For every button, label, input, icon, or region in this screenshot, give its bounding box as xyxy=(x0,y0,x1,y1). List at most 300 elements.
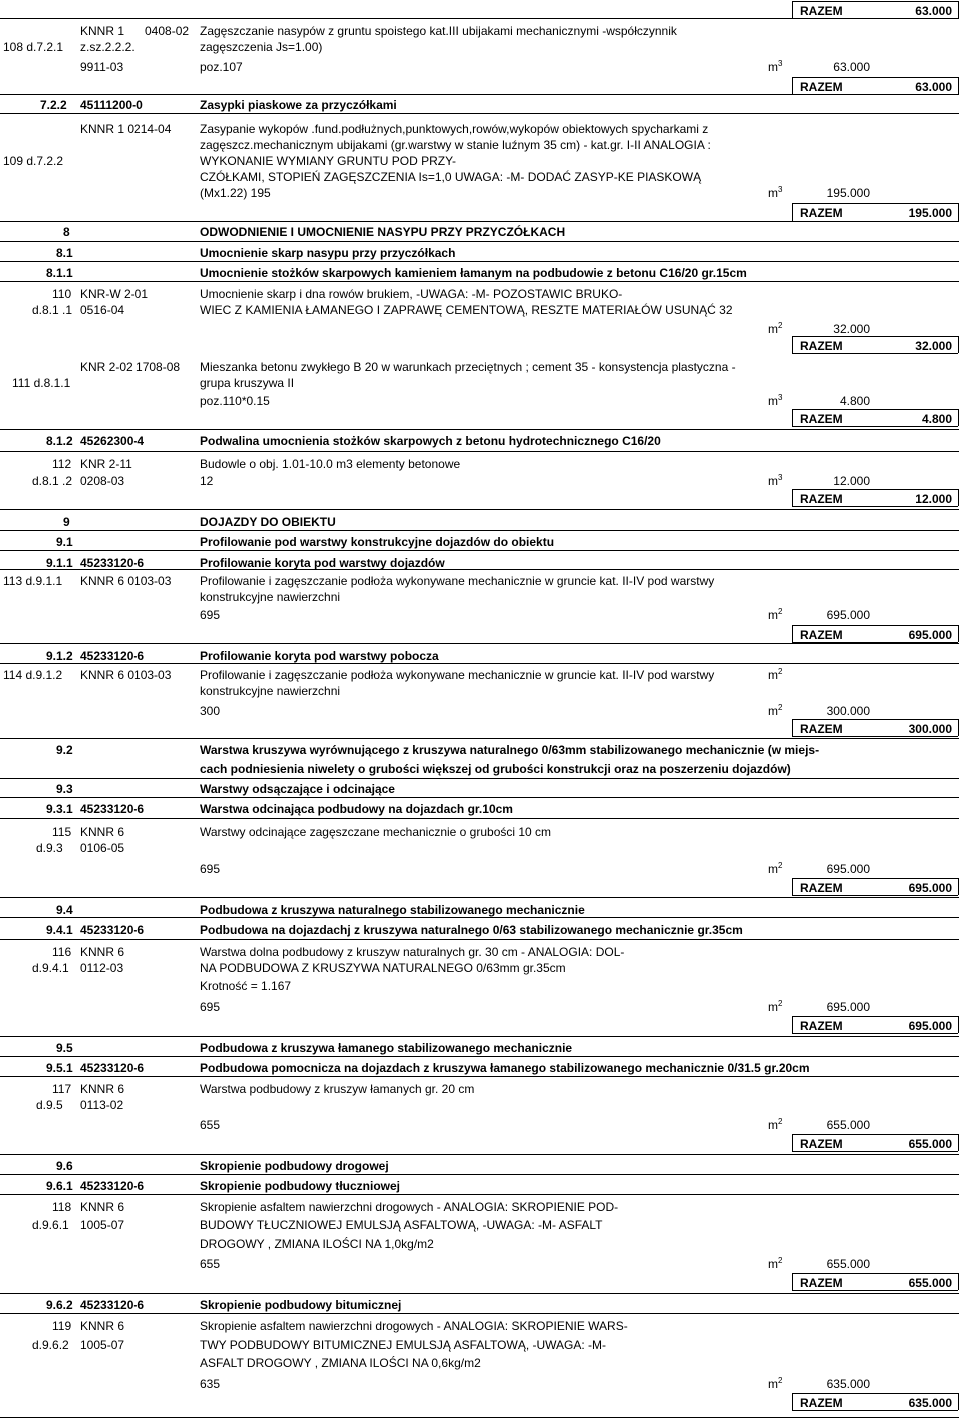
cell-value: 12.000 xyxy=(915,492,952,506)
cell-text xyxy=(915,80,952,94)
cell-value: Warstwa dolna podbudowy z kruszyw naturalnych gr. 30 cm - ANALOGIA: DOL- xyxy=(200,945,625,959)
cell-text xyxy=(52,1319,71,1333)
razem-box-bottom xyxy=(792,1410,958,1411)
row-divider xyxy=(0,1293,959,1294)
razem-box-right xyxy=(958,409,959,426)
cell-text xyxy=(63,225,70,239)
cell-value: KNNR 6 xyxy=(80,825,125,839)
cell-value: 9.6 xyxy=(56,1159,73,1173)
razem-box-top xyxy=(792,719,958,720)
cell-text xyxy=(827,1257,870,1271)
cell-value: 9.2 xyxy=(56,743,73,757)
cell-value: 695 xyxy=(200,608,221,622)
cell-text xyxy=(200,668,714,682)
cell-value: RAZEM xyxy=(800,1276,843,1290)
cell-value: 635.000 xyxy=(908,1396,952,1410)
cell-value: Warstwa podbudowy z kruszyw łamanych gr. 20 cm xyxy=(200,1082,475,1096)
cell-text xyxy=(80,1338,124,1352)
cell-text xyxy=(145,24,189,38)
cell-value: 0113-02 xyxy=(80,1098,124,1112)
cell-value: cach podniesienia niwelety o grubości większej od grubości konstrukcji oraz na poszerzeniu dojazdów) xyxy=(200,762,791,776)
cell-text xyxy=(200,903,585,917)
cell-text xyxy=(46,923,73,937)
cell-value: KNNR 1 xyxy=(80,24,125,38)
cell-text xyxy=(200,154,456,168)
unit-exponent: 2 xyxy=(778,861,783,870)
cell-value: KNR 2-11 xyxy=(80,457,132,471)
cell-value: 9.5.1 xyxy=(46,1061,73,1075)
cell-value: 195.000 xyxy=(908,206,952,220)
cell-value: z.sz.2.2.2. xyxy=(80,40,135,54)
cell-value: Umocnienie skarp i dna rowów brukiem, -UWAGA: -M- POZOSTAWIC BRUKO- xyxy=(200,287,623,301)
razem-box-top xyxy=(792,1,958,2)
razem-box-left xyxy=(792,1273,793,1290)
cell-text xyxy=(46,434,73,448)
razem-box-left xyxy=(792,1,793,18)
cell-value: 108 d.7.2.1 xyxy=(3,40,64,54)
cell-value: ODWODNIENIE I UMOCNIENIE NASYPU PRZY PRZYCZÓŁKACH xyxy=(200,225,566,239)
cell-text xyxy=(80,1179,144,1193)
cell-value: zagęszcz.mechanicznym ubijakami (gr.warstwy w stanie luźnym 35 cm) - kat.gr. I-II ANALOGIA : xyxy=(200,138,711,152)
cell-text xyxy=(56,782,73,796)
cell-text xyxy=(80,474,124,488)
cell-value: 195.000 xyxy=(826,186,870,200)
cell-value: konstrukcyjne nawierzchni xyxy=(200,590,341,604)
razem-box-bottom xyxy=(792,221,958,222)
razem-box-right xyxy=(958,878,959,895)
cell-text xyxy=(12,376,70,390)
cell-value: Profilowanie koryta pod warstwy dojazdów xyxy=(200,556,445,570)
cell-text xyxy=(32,961,69,975)
cell-text xyxy=(80,1319,124,1333)
cell-value: 9.6.2 xyxy=(46,1298,73,1312)
row-divider xyxy=(0,797,959,798)
cell-text xyxy=(56,1159,73,1173)
cell-text xyxy=(915,4,952,18)
cell-text xyxy=(200,574,714,588)
cell-text xyxy=(200,287,622,301)
row-divider xyxy=(0,1036,959,1037)
cell-value: 8.1.2 xyxy=(46,434,73,448)
cell-value: 113 d.9.1.1 xyxy=(3,574,63,588)
cell-text xyxy=(909,1137,952,1151)
cell-value: 45233120-6 xyxy=(80,802,145,816)
cell-text xyxy=(200,762,791,776)
razem-box-right xyxy=(958,77,959,94)
cell-text xyxy=(200,1179,400,1193)
unit-exponent: 2 xyxy=(778,667,783,676)
cell-text xyxy=(40,98,67,112)
cell-text xyxy=(200,782,395,796)
row-divider xyxy=(0,281,959,282)
cell-text xyxy=(827,862,870,876)
row-divider xyxy=(0,1056,959,1057)
cell-value: (Mx1.22) 195 xyxy=(200,186,271,200)
cell-value: RAZEM xyxy=(800,1019,843,1033)
cell-text xyxy=(200,1237,434,1251)
cell-text xyxy=(80,122,171,136)
unit-label xyxy=(768,704,782,718)
unit-label xyxy=(768,322,782,336)
cell-text xyxy=(80,1298,144,1312)
cell-text xyxy=(80,825,124,839)
cell-value: 110 xyxy=(52,287,72,301)
cell-value: KNNR 6 0103-03 xyxy=(80,668,172,682)
cell-value: 300.000 xyxy=(826,704,870,718)
cell-value: 9.1 xyxy=(56,535,73,549)
cell-value: 9.3 xyxy=(56,782,73,796)
cell-value: 45233120-6 xyxy=(80,1298,145,1312)
cell-text xyxy=(200,684,340,698)
cell-text xyxy=(200,961,566,975)
cell-value: 109 d.7.2.2 xyxy=(3,154,64,168)
cell-value: 695.000 xyxy=(908,1019,952,1033)
cell-text xyxy=(833,60,870,74)
cell-value: RAZEM xyxy=(800,492,843,506)
cell-value: m xyxy=(768,186,778,200)
cell-value: Podwalina umocnienia stożków skarpowych z betonu hydrotechnicznego C16/20 xyxy=(200,434,661,448)
cell-value: DOJAZDY DO OBIEKTU xyxy=(200,515,336,529)
cell-text xyxy=(909,881,952,895)
cell-text xyxy=(200,862,220,876)
unit-label xyxy=(768,862,782,876)
row-divider xyxy=(0,241,959,242)
unit-exponent: 2 xyxy=(778,321,783,330)
cell-value: 7.2.2 xyxy=(40,98,67,112)
cell-value: KNNR 1 0214-04 xyxy=(80,122,172,136)
row-divider xyxy=(0,897,959,898)
cell-text xyxy=(46,649,73,663)
razem-box-left xyxy=(792,1134,793,1151)
razem-box-top xyxy=(792,203,958,204)
cell-text xyxy=(200,515,336,529)
row-divider xyxy=(0,261,959,262)
cell-value: 116 xyxy=(52,945,72,959)
cell-value: 9.5 xyxy=(56,1041,73,1055)
razem-label xyxy=(800,628,843,642)
cell-text xyxy=(200,743,819,757)
cell-text xyxy=(80,457,132,471)
row-divider xyxy=(0,818,959,819)
cell-text xyxy=(46,1061,73,1075)
cell-text xyxy=(56,743,73,757)
cell-text xyxy=(200,138,711,152)
cell-value: Warstwa odcinająca podbudowy na dojazdach gr.10cm xyxy=(200,802,513,816)
cell-text xyxy=(200,704,220,718)
cell-text xyxy=(915,492,952,506)
row-divider xyxy=(0,1154,959,1155)
cell-value: poz.107 xyxy=(200,60,243,74)
cell-text xyxy=(200,60,243,74)
cell-value: Skropienie podbudowy tłuczniowej xyxy=(200,1179,401,1193)
cell-value: grupa kruszywa II xyxy=(200,376,295,390)
unit-exponent: 2 xyxy=(778,999,783,1008)
razem-box-right xyxy=(958,1134,959,1151)
row-divider xyxy=(0,1313,959,1314)
cell-text xyxy=(52,457,71,471)
razem-box-bottom xyxy=(792,642,958,643)
cell-value: Umocnienie stożków skarpowych kamieniem łamanym na podbudowie z betonu C16/20 gr.15cm xyxy=(200,266,747,280)
cell-text xyxy=(909,722,952,736)
cell-text xyxy=(200,266,747,280)
cell-text xyxy=(200,923,743,937)
unit-exponent: 3 xyxy=(778,59,783,68)
cell-value: Mieszanka betonu zwykłego B 20 w warunkach przeciętnych ; cement 35 - konsystencja plastyczna - xyxy=(200,360,736,374)
cell-text xyxy=(840,394,870,408)
cell-value: Budowle o obj. 1.01-10.0 m3 elementy betonowe xyxy=(200,457,461,471)
cell-text xyxy=(833,474,870,488)
cell-text xyxy=(200,360,736,374)
razem-box-right xyxy=(958,1393,959,1410)
unit-exponent: 3 xyxy=(778,393,783,402)
cell-value: 4.800 xyxy=(839,394,870,408)
row-divider xyxy=(0,530,959,531)
cell-value: 9.6.1 xyxy=(46,1179,73,1193)
razem-box-right xyxy=(958,336,959,353)
razem-label xyxy=(800,881,843,895)
cell-text xyxy=(200,1377,220,1391)
cell-text xyxy=(922,412,952,426)
unit-exponent: 2 xyxy=(778,607,783,616)
cell-value: 1005-07 xyxy=(80,1338,125,1352)
cell-value: RAZEM xyxy=(800,628,843,642)
cell-value: m xyxy=(768,862,778,876)
razem-box-bottom xyxy=(792,1290,958,1291)
cell-value: 9.4 xyxy=(56,903,73,917)
cell-value: 45233120-6 xyxy=(80,649,145,663)
row-divider xyxy=(0,113,959,114)
cell-value: Warstwy odcinające zagęszczane mechanicznie o grubości 10 cm xyxy=(200,825,552,839)
razem-box-bottom xyxy=(792,895,958,896)
cell-value: 0106-05 xyxy=(80,841,125,855)
cell-value: WYKONANIE WYMIANY GRUNTU POD PRZY- xyxy=(200,154,457,168)
cell-value: 695.000 xyxy=(826,1000,870,1014)
cell-value: 32.000 xyxy=(833,322,870,336)
cell-text xyxy=(56,1041,73,1055)
cell-text xyxy=(3,154,63,168)
razem-box-bottom xyxy=(792,1151,958,1152)
cell-text xyxy=(200,1257,220,1271)
razem-label xyxy=(800,1396,843,1410)
razem-box-left xyxy=(792,409,793,426)
cell-text xyxy=(200,608,220,622)
cell-text xyxy=(80,649,144,663)
razem-box-bottom xyxy=(792,1033,958,1034)
unit-exponent: 2 xyxy=(778,1376,783,1385)
cell-text xyxy=(200,170,701,184)
cell-text xyxy=(80,360,180,374)
cell-text xyxy=(52,287,71,301)
cell-value: 63.000 xyxy=(915,80,952,94)
razem-box-top xyxy=(792,1273,958,1274)
cell-text xyxy=(46,556,73,570)
cell-value: zagęszczenia Js=1.00) xyxy=(200,40,323,54)
cell-value: 655 xyxy=(200,1257,221,1271)
razem-box-right xyxy=(958,1,959,18)
cell-text xyxy=(200,225,565,239)
cell-text xyxy=(200,98,397,112)
cell-text xyxy=(200,1338,606,1352)
cell-value: WIEC Z KAMIENIA ŁAMANEGO I ZAPRAWĘ CEMENTOWĄ, RESZTE MATERIAŁÓW USUNĄĆ 32 xyxy=(200,303,733,317)
cell-value: Zagęszczanie nasypów z gruntu spoistego kat.III ubijakami mechanicznymi -współczynnik xyxy=(200,24,677,38)
cell-value: 300.000 xyxy=(908,722,952,736)
razem-label xyxy=(800,722,843,736)
cell-text xyxy=(200,303,733,317)
row-divider xyxy=(0,509,959,510)
cell-value: m xyxy=(768,668,778,682)
cell-value: Krotność = 1.167 xyxy=(200,979,292,993)
cell-text xyxy=(200,1319,628,1333)
unit-label xyxy=(768,1377,782,1391)
cell-value: d.9.4.1 xyxy=(32,961,69,975)
cell-value: RAZEM xyxy=(800,1137,843,1151)
cell-text xyxy=(80,1082,124,1096)
cell-value: 8.1 xyxy=(56,246,73,260)
cell-text xyxy=(200,1000,220,1014)
cell-text xyxy=(80,668,171,682)
razem-box-top xyxy=(792,1016,958,1017)
cell-value: KNNR 6 xyxy=(80,1082,125,1096)
cell-value: Warstwy odsączające i odcinające xyxy=(200,782,395,796)
cell-text xyxy=(80,287,148,301)
cell-text xyxy=(63,515,70,529)
unit-exponent: 3 xyxy=(778,185,783,194)
cell-value: 63.000 xyxy=(833,60,870,74)
cell-value: d.9.6.2 xyxy=(32,1338,69,1352)
cell-text xyxy=(200,40,322,54)
cell-value: BUDOWY TŁUCZNIOWEJ EMULSJĄ ASFALTOWĄ, -UWAGA: -M- ASFALT xyxy=(200,1218,603,1232)
cell-value: 635.000 xyxy=(826,1377,870,1391)
cell-text xyxy=(200,24,677,38)
cell-value: RAZEM xyxy=(800,1396,843,1410)
cell-text xyxy=(36,841,63,855)
razem-box-bottom xyxy=(792,426,958,427)
cell-text xyxy=(200,122,708,136)
unit-label xyxy=(768,186,782,200)
cell-value: 45233120-6 xyxy=(80,923,145,937)
cell-value: d.8.1 .2 xyxy=(32,474,73,488)
cell-value: 300 xyxy=(200,704,221,718)
cell-value: Podbudowa z kruszywa łamanego stabilizowanego mechanicznie xyxy=(200,1041,573,1055)
cell-value: KNNR 6 xyxy=(80,945,125,959)
cell-text xyxy=(200,535,554,549)
unit-label xyxy=(768,394,782,408)
cell-text xyxy=(3,40,63,54)
cell-text xyxy=(200,1159,389,1173)
cell-text xyxy=(909,1396,952,1410)
cell-text xyxy=(32,1218,69,1232)
cell-text xyxy=(80,961,123,975)
cell-text xyxy=(200,945,624,959)
cell-text xyxy=(32,303,72,317)
cell-text xyxy=(80,1200,124,1214)
cell-value: 0516-04 xyxy=(80,303,125,317)
cell-value: d.9.3 xyxy=(36,841,63,855)
cell-value: 0112-03 xyxy=(80,961,124,975)
cell-text xyxy=(200,376,294,390)
cell-value: 9.4.1 xyxy=(46,923,73,937)
cell-value: KNR-W 2-01 xyxy=(80,287,149,301)
row-divider xyxy=(0,939,959,940)
cell-value: 655.000 xyxy=(908,1276,952,1290)
cell-value: Zasypanie wykopów .fund.podłużnych,punktowych,rowów,wykopów obiektowych spycharkami z xyxy=(200,122,709,136)
unit-label xyxy=(768,60,782,74)
cell-text xyxy=(80,1098,123,1112)
razem-box-right xyxy=(958,625,959,642)
cell-value: 0208-03 xyxy=(80,474,125,488)
cell-value: Profilowanie i zagęszczanie podłoża wykonywane mechanicznie w gruncie kat. II-IV pod warstwy xyxy=(200,668,715,682)
razem-box-bottom xyxy=(792,506,958,507)
cell-value: 655.000 xyxy=(826,1257,870,1271)
cell-value: Umocnienie skarp nasypu przy przyczółkach xyxy=(200,246,456,260)
cell-value: Skropienie asfaltem nawierzchni drogowych - ANALOGIA: SKROPIENIE POD- xyxy=(200,1200,619,1214)
cell-value: Podbudowa pomocnicza na dojazdach z kruszywa łamanego stabilizowanego mechanicznie 0/31.5 gr.20cm xyxy=(200,1061,810,1075)
cell-value: 695.000 xyxy=(908,628,952,642)
cell-value: KNNR 6 0103-03 xyxy=(80,574,172,588)
cell-text xyxy=(80,923,144,937)
cell-text xyxy=(46,1298,73,1312)
row-divider xyxy=(0,778,959,779)
cell-text xyxy=(200,1218,603,1232)
cell-value: m xyxy=(768,1000,778,1014)
unit-label xyxy=(768,668,782,682)
cell-value: 112 xyxy=(52,457,72,471)
cell-value: 117 xyxy=(52,1082,72,1096)
razem-box-top xyxy=(792,1134,958,1135)
cell-text xyxy=(56,903,73,917)
cell-value: KNNR 6 xyxy=(80,1319,125,1333)
row-divider xyxy=(0,550,959,551)
cell-text xyxy=(200,457,460,471)
cell-text xyxy=(80,574,171,588)
razem-box-left xyxy=(792,77,793,94)
cell-value: 45262300-4 xyxy=(80,434,145,448)
unit-label xyxy=(768,1118,782,1132)
razem-box-right xyxy=(958,203,959,221)
cell-text xyxy=(80,98,143,112)
cell-text xyxy=(827,1118,870,1132)
cell-text xyxy=(80,434,144,448)
cell-value: RAZEM xyxy=(800,881,843,895)
cell-text xyxy=(80,1218,124,1232)
cell-text xyxy=(52,945,71,959)
cell-text xyxy=(32,1338,69,1352)
cell-value: 9911-03 xyxy=(80,60,124,74)
cell-text xyxy=(46,266,73,280)
cell-value: m xyxy=(768,60,778,74)
cell-text xyxy=(3,574,62,588)
cell-text xyxy=(200,394,270,408)
razem-label xyxy=(800,4,843,18)
cell-value: 119 xyxy=(52,1319,72,1333)
cell-text xyxy=(52,1200,71,1214)
cell-text xyxy=(52,825,71,839)
razem-box-right xyxy=(958,1273,959,1290)
cell-text xyxy=(200,1082,474,1096)
cell-text xyxy=(909,1019,952,1033)
unit-exponent: 2 xyxy=(778,1117,783,1126)
cell-text xyxy=(827,704,870,718)
cell-value: poz.110*0.15 xyxy=(200,394,270,408)
razem-label xyxy=(800,339,843,353)
razem-label xyxy=(800,206,843,220)
cell-value: Podbudowa na dojazdachj z kruszywa naturalnego 0/63 stabilizowanego mechanicznie gr.35cm xyxy=(200,923,743,937)
cell-value: Zasypki piaskowe za przyczółkami xyxy=(200,98,397,112)
cell-value: 695 xyxy=(200,1000,221,1014)
cell-value: 9.1.1 xyxy=(46,556,73,570)
razem-label xyxy=(800,492,843,506)
cell-value: 655.000 xyxy=(908,1137,952,1151)
